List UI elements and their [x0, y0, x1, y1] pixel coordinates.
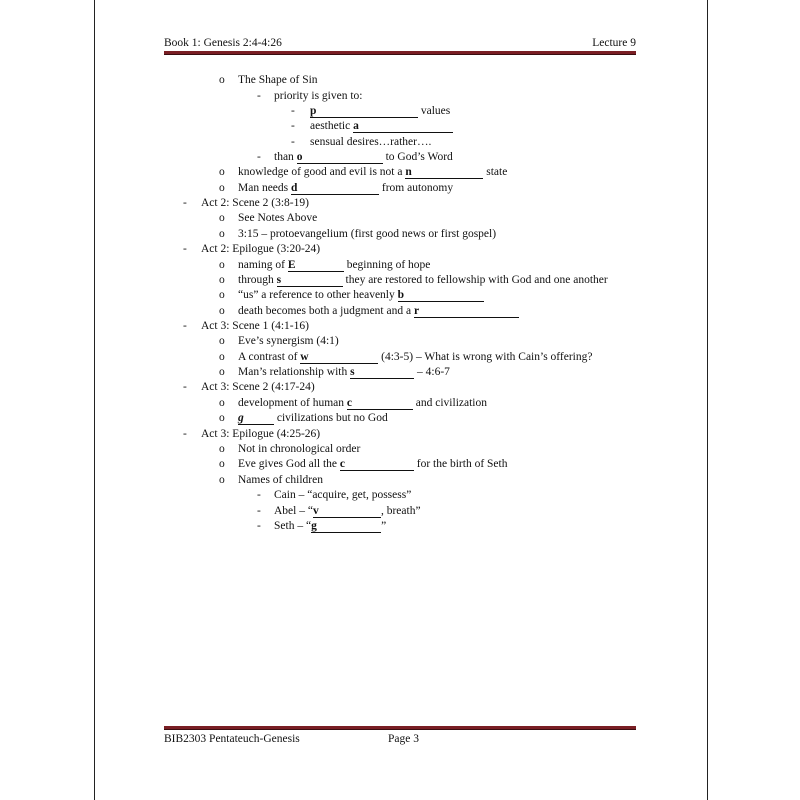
outline-item: sensual desires…rather…. [310, 136, 432, 148]
fill-in-item: g civilizations but no God [238, 412, 388, 424]
outline-item: 3:15 – protoevangelium (first good news or first gospel) [238, 228, 497, 240]
fill-in-item: naming of E beginning of hope [238, 259, 431, 271]
bullet-dash: - [257, 489, 261, 501]
section-heading: Act 3: Scene 1 (4:1-16) [201, 320, 309, 332]
fill-in-item: death becomes both a judgment and a r [238, 304, 519, 318]
fill-in-item: Man’s relationship with s – 4:6-7 [238, 366, 450, 378]
section-heading: Act 3: Epilogue (4:25-26) [201, 428, 321, 440]
bullet-circle: o [219, 335, 225, 347]
fill-in-blank[interactable]: g [238, 411, 274, 425]
header-left: Book 1: Genesis 2:4-4:26 [164, 37, 282, 49]
fill-in-blank[interactable]: a [353, 119, 453, 133]
fill-in-blank[interactable]: s [277, 273, 343, 287]
bullet-dash: - [291, 136, 295, 148]
fill-in-item: aesthetic a [310, 119, 453, 133]
bullet-circle: o [219, 443, 225, 455]
bullet-dash: - [291, 105, 295, 117]
bullet-dash: - [183, 381, 187, 393]
section-heading: Act 3: Scene 2 (4:17-24) [201, 381, 315, 393]
footer-course: BIB2303 Pentateuch-Genesis [164, 733, 300, 745]
bullet-circle: o [219, 397, 225, 409]
fill-in-blank[interactable]: p [310, 104, 418, 118]
fill-in-blank[interactable]: c [340, 457, 414, 471]
bullet-circle: o [219, 412, 225, 424]
fill-in-blank[interactable]: s [350, 365, 414, 379]
fill-in-blank[interactable]: o [297, 150, 383, 164]
fill-in-blank[interactable]: n [405, 165, 483, 179]
fill-in-item: knowledge of good and evil is not a n state [238, 166, 508, 178]
fill-in-item: development of human c and civilization [238, 397, 487, 409]
fill-in-blank[interactable]: c [347, 396, 413, 410]
bullet-circle: o [219, 305, 225, 317]
section-heading: Act 2: Epilogue (3:20-24) [201, 243, 321, 255]
fill-in-blank[interactable]: w [300, 350, 378, 364]
outline-item: Names of children [238, 474, 323, 486]
bullet-circle: o [219, 289, 225, 301]
header-right: Lecture 9 [592, 37, 636, 49]
bullet-dash: - [257, 151, 261, 163]
bullet-dash: - [257, 90, 261, 102]
bullet-circle: o [219, 74, 225, 86]
outline-item: See Notes Above [238, 212, 318, 224]
fill-in-blank[interactable]: v [313, 504, 381, 518]
fill-in-item: through s they are restored to fellowship with God and one another [238, 274, 608, 286]
bullet-dash: - [291, 120, 295, 132]
fill-in-blank[interactable]: E [288, 258, 344, 272]
fill-in-blank[interactable]: b [398, 288, 484, 302]
fill-in-item: “us” a reference to other heavenly b [238, 288, 484, 302]
bullet-dash: - [183, 243, 187, 255]
outline-item: Not in chronological order [238, 443, 361, 455]
outline-item: priority is given to: [274, 90, 363, 102]
fill-in-blank[interactable]: d [291, 181, 379, 195]
fill-in-item: Abel – “v , breath” [274, 505, 421, 517]
bullet-circle: o [219, 366, 225, 378]
fill-in-item: A contrast of w (4:3-5) – What is wrong with Cain’s offering? [238, 351, 593, 363]
bullet-circle: o [219, 182, 225, 194]
bullet-dash: - [183, 320, 187, 332]
bullet-circle: o [219, 166, 225, 178]
bullet-dash: - [183, 428, 187, 440]
bullet-circle: o [219, 212, 225, 224]
fill-in-item: p values [310, 105, 451, 117]
bullet-circle: o [219, 351, 225, 363]
bullet-dash: - [257, 520, 261, 532]
document-page [94, 0, 708, 800]
bullet-dash: - [183, 197, 187, 209]
bullet-circle: o [219, 474, 225, 486]
bullet-circle: o [219, 274, 225, 286]
fill-in-item: Eve gives God all the c for the birth of Seth [238, 458, 508, 470]
fill-in-item: than o to God’s Word [274, 151, 453, 163]
fill-in-blank[interactable]: r [414, 304, 519, 318]
fill-in-blank[interactable]: g [311, 519, 381, 533]
footer-rule [164, 726, 636, 730]
header-rule [164, 51, 636, 55]
bullet-circle: o [219, 228, 225, 240]
outline-item: The Shape of Sin [238, 74, 318, 86]
outline-item: Cain – “acquire, get, possess” [274, 489, 412, 501]
bullet-dash: - [257, 505, 261, 517]
section-heading: Act 2: Scene 2 (3:8-19) [201, 197, 309, 209]
fill-in-item: Seth – “g ” [274, 520, 387, 532]
bullet-circle: o [219, 458, 225, 470]
bullet-circle: o [219, 259, 225, 271]
fill-in-item: Man needs d from autonomy [238, 182, 454, 194]
footer-page-number: Page 3 [388, 733, 419, 745]
outline-item: Eve’s synergism (4:1) [238, 335, 339, 347]
